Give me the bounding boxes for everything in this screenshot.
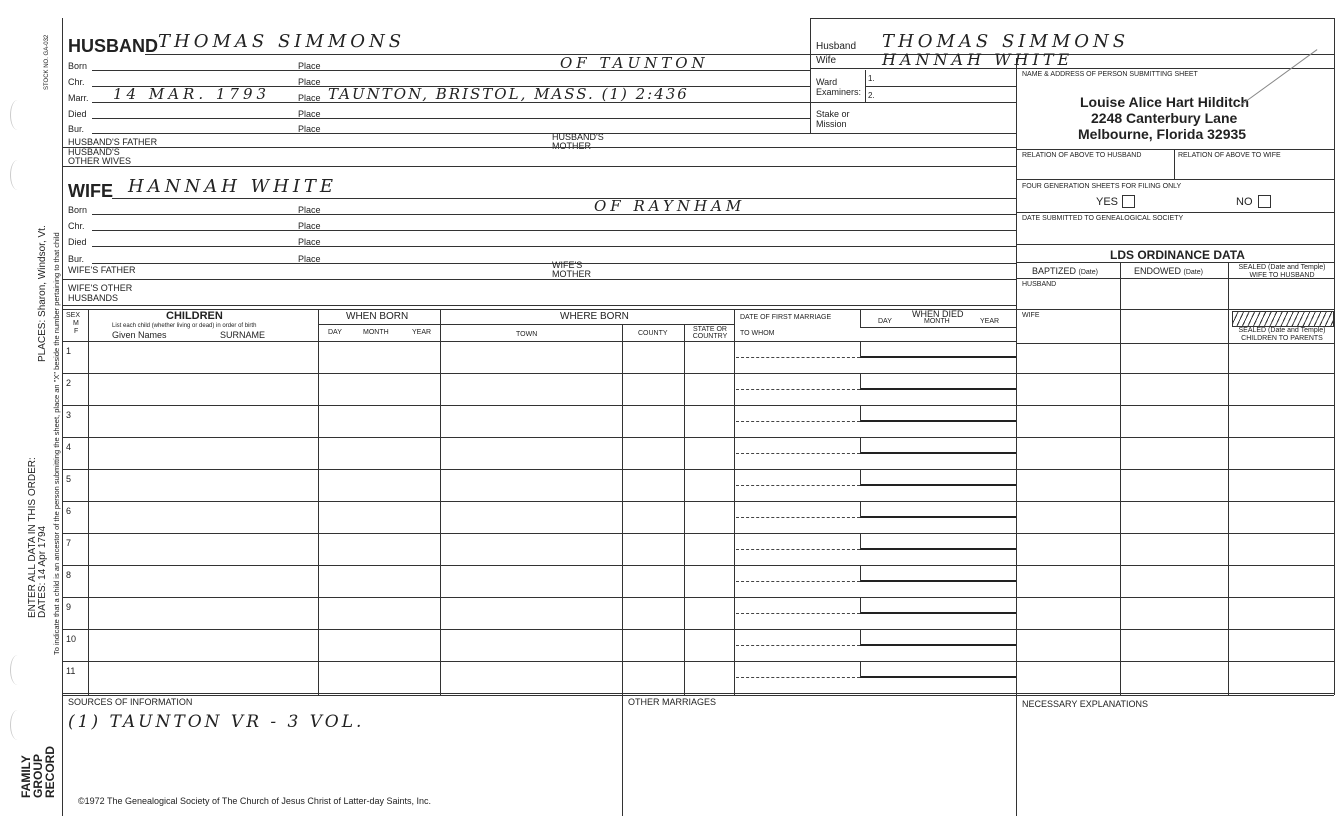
children-surname: SURNAME: [220, 330, 266, 340]
other-marriages-label: OTHER MARRIAGES: [628, 697, 717, 707]
where-born-header: WHERE BORN: [560, 311, 629, 322]
col-sex: [88, 309, 89, 695]
hb-stake-label: Stake or: [816, 109, 850, 119]
no-checkbox[interactable]: [1258, 195, 1271, 208]
lds-sealed-children: SEALED (Date and Temple) CHILDREN TO PARENTS: [1238, 327, 1326, 342]
wife-chr-label: Chr.: [68, 221, 85, 231]
child-died-line: [860, 548, 1016, 550]
lds-row-line: [1016, 565, 1334, 566]
lds-baptized-date: (Date): [1078, 269, 1098, 276]
child-marriage-line: [736, 517, 860, 518]
husband-other-wives-label: HUSBAND'S OTHER WIVES: [68, 147, 132, 166]
hb-wife-value: HANNAH WHITE: [882, 50, 1074, 69]
ancestor-note: To indicate that a child is an ancestor of the person submitting the sheet, place an "X" beside the number pertaining to that child: [52, 232, 61, 655]
lds-hatch: [1232, 311, 1334, 327]
lds-col2: [1228, 262, 1229, 695]
child-row-line: [62, 661, 1016, 662]
yes-label: YES: [1096, 196, 1119, 208]
husband-born-line: [92, 70, 810, 71]
hb-wife-line: [810, 68, 1016, 69]
lds-endowed-date: (Date): [1183, 269, 1203, 276]
child-died-tick: [860, 437, 861, 453]
form-title-line: GROUP: [31, 753, 45, 798]
child-row-line: [62, 629, 1016, 630]
wife-place-label: Place: [298, 254, 321, 264]
wife-place-label: Place: [298, 221, 321, 231]
child-died-tick: [860, 629, 861, 645]
husband-mother-label: HUSBAND'S MOTHER: [552, 132, 604, 151]
husband-place-label: Place: [298, 61, 321, 71]
lds-row-line: [1016, 405, 1334, 406]
husband-parents-line: [62, 147, 1016, 148]
relation-wife-label: RELATION OF ABOVE TO WIFE: [1178, 152, 1281, 159]
lds-title-line: [1016, 262, 1334, 263]
where-born-sub: [440, 324, 734, 325]
child-died-line: [860, 484, 1016, 486]
child-died-line: [860, 356, 1016, 358]
when-died-header: WHEN DIED: [912, 309, 964, 319]
hb-wife-label: Wife: [816, 55, 836, 66]
form-title-line: RECORD: [43, 745, 57, 798]
wife-died-label: Died: [68, 237, 87, 247]
born-county: COUNTY: [638, 330, 668, 337]
child-row-number: 8: [66, 570, 72, 580]
form-title: [20, 746, 56, 798]
child-row-line: [62, 597, 1016, 598]
wife-of-place: OF RAYNHAM: [594, 197, 746, 215]
lds-row-line: [1016, 661, 1334, 662]
husband-name-line: [145, 54, 810, 55]
col-town: [622, 324, 623, 695]
col-state: [734, 309, 735, 695]
wife-place-label: Place: [298, 205, 321, 215]
punch-hole: [10, 100, 25, 130]
died-day: DAY: [878, 318, 892, 325]
child-died-line: [860, 580, 1016, 582]
lds-row-line: [1016, 693, 1334, 694]
hb-mission-label: Mission: [816, 119, 847, 129]
hb-ward-label: Ward: [816, 77, 838, 87]
children-header-bottom: [62, 341, 1016, 342]
died-year: YEAR: [980, 318, 1000, 325]
child-marriage-line: [736, 613, 860, 614]
child-died-tick: [860, 597, 861, 613]
husband-title: HUSBAND: [68, 36, 158, 56]
husband-marr-label: Marr.: [68, 93, 89, 103]
child-died-line: [860, 612, 1016, 614]
child-died-tick: [860, 533, 861, 549]
child-row-line: [62, 693, 1016, 694]
four-gen-bottom: [1016, 212, 1334, 213]
child-died-line: [860, 452, 1016, 454]
child-row-line: [62, 469, 1016, 470]
first-marriage-header: DATE OF FIRST MARRIAGE: [740, 314, 832, 321]
child-died-tick: [860, 373, 861, 389]
form-title-line: FAMILY: [19, 755, 33, 798]
child-row-number: 5: [66, 474, 72, 484]
lds-endowed: [1134, 266, 1203, 278]
child-row-line: [62, 565, 1016, 566]
lds-endowed-text: ENDOWED: [1134, 266, 1181, 276]
lds-wife-line: [1016, 343, 1334, 344]
hb-examiners-label: Examiners:: [816, 87, 862, 97]
wife-bur-label: Bur.: [68, 254, 85, 264]
no-label: NO: [1236, 196, 1253, 208]
child-died-tick: [860, 405, 861, 421]
footer-divider: [622, 695, 623, 816]
wife-name-line: [112, 198, 1016, 199]
left-border: [62, 18, 63, 816]
child-died-line: [860, 516, 1016, 518]
sources-label: SOURCES OF INFORMATION: [68, 697, 193, 707]
wife-other-husbands-line: [62, 305, 1016, 306]
child-row-number: 4: [66, 442, 72, 452]
child-row-number: 11: [66, 666, 76, 676]
child-marriage-line: [736, 357, 860, 358]
when-born-header: WHEN BORN: [346, 311, 409, 322]
lds-row-line: [1016, 629, 1334, 630]
wife-died-line: [92, 246, 1016, 247]
child-row-number: 9: [66, 602, 72, 612]
four-gen-label: FOUR GENERATION SHEETS FOR FILING ONLY: [1022, 183, 1182, 190]
born-state: STATE OR COUNTRY: [692, 326, 728, 340]
wife-place-label: Place: [298, 237, 321, 247]
submitter-city: Melbourne, Florida 32935: [1078, 126, 1247, 142]
husband-marr-date: 14 MAR. 1793: [113, 85, 271, 103]
copyright: ©1972 The Genealogical Society of The Church of Jesus Christ of Latter-day Saints, Inc.: [78, 796, 431, 806]
child-row-line: [62, 437, 1016, 438]
hb-ward-line: [810, 102, 1016, 103]
child-died-tick: [860, 661, 861, 677]
punch-hole: [10, 160, 25, 190]
lds-row-line: [1016, 533, 1334, 534]
lds-row-line: [1016, 501, 1334, 502]
husband-bur-line: [92, 133, 810, 134]
order-note: ENTER ALL DATA IN THIS ORDER:: [27, 457, 38, 618]
child-died-tick: [860, 565, 861, 581]
child-died-tick: [860, 469, 861, 485]
husband-place-label: Place: [298, 93, 321, 103]
child-row-line: [62, 405, 1016, 406]
punch-hole: [10, 710, 25, 740]
relation-divider: [1174, 149, 1175, 179]
child-marriage-line: [736, 645, 860, 646]
wife-mother-label: WIFE'S MOTHER: [552, 260, 591, 279]
hb-ex1: 1.: [868, 74, 875, 83]
children-given: Given Names: [112, 330, 167, 340]
children-sex: SEX: [66, 312, 81, 319]
husband-chr-label: Chr.: [68, 77, 85, 87]
born-year: YEAR: [412, 329, 432, 336]
col-born: [440, 309, 441, 695]
stock-number: STOCK NO. GA-032: [44, 34, 50, 90]
children-instruction: List each child (whether living or dead) in order of birth: [112, 323, 257, 329]
header-box-left: [810, 18, 811, 134]
lds-title: LDS ORDINANCE DATA: [1110, 248, 1245, 262]
date-submitted-bottom: [1016, 244, 1334, 245]
child-died-line: [860, 676, 1016, 678]
lds-row-line: [1016, 469, 1334, 470]
hb-stake-line: [810, 133, 1016, 134]
yes-checkbox[interactable]: [1122, 195, 1135, 208]
submitter-name: Louise Alice Hart Hilditch: [1080, 94, 1250, 110]
lds-row-line: [1016, 437, 1334, 438]
child-died-tick: [860, 501, 861, 517]
child-row-number: 2: [66, 378, 72, 388]
child-marriage-line: [736, 677, 860, 678]
wife-other-husbands-label: WIFE'S OTHER HUSBANDS: [68, 283, 133, 303]
hb-wife-line-right: [1016, 68, 1334, 69]
lds-row-line: [1016, 373, 1334, 374]
lds-wife-label: WIFE: [1022, 312, 1040, 319]
born-day: DAY: [328, 329, 342, 336]
husband-other-wives-line: [62, 166, 1016, 167]
died-month: MONTH: [924, 318, 950, 325]
child-row-number: 1: [66, 346, 72, 356]
child-row-number: 3: [66, 410, 72, 420]
husband-born-label: Born: [68, 61, 88, 71]
husband-died-label: Died: [68, 109, 87, 119]
children-title: CHILDREN: [166, 310, 223, 322]
husband-place-label: Place: [298, 109, 321, 119]
husband-died-line: [92, 118, 810, 119]
children-m: M: [73, 320, 79, 327]
child-marriage-line: [736, 581, 860, 582]
lds-husband-label: HUSBAND: [1022, 281, 1057, 288]
child-died-line: [860, 388, 1016, 390]
husband-name: THOMAS SIMMONS: [158, 31, 406, 52]
child-marriage-line: [736, 389, 860, 390]
wife-born-line: [92, 214, 1016, 215]
wife-name: HANNAH WHITE: [128, 176, 338, 197]
to-whom-header: TO WHOM: [740, 330, 775, 337]
wife-chr-line: [92, 230, 1016, 231]
husband-father-label: HUSBAND'S FATHER: [68, 137, 158, 147]
wife-father-label: WIFE'S FATHER: [68, 265, 136, 275]
child-marriage-line: [736, 485, 860, 486]
lds-baptized-text: BAPTIZED: [1032, 266, 1077, 276]
lds-col1: [1120, 262, 1121, 695]
children-f: F: [74, 328, 79, 335]
child-marriage-line: [736, 549, 860, 550]
top-border: [810, 18, 1334, 19]
child-died-line: [860, 644, 1016, 646]
col-county: [684, 324, 685, 695]
relation-bottom: [1016, 179, 1334, 180]
submitter-street: 2248 Canterbury Lane: [1091, 110, 1238, 126]
dates-note: DATES: 14 Apr 1794: [37, 525, 48, 618]
places-note: PLACES: Sharon, Windsor, Vt.: [37, 225, 48, 362]
hb-husband-value: THOMAS SIMMONS: [882, 31, 1130, 52]
child-marriage-line: [736, 421, 860, 422]
footer-top: [62, 695, 1334, 696]
child-row-line: [62, 373, 1016, 374]
husband-bur-label: Bur.: [68, 124, 85, 134]
born-month: MONTH: [363, 329, 389, 336]
child-row-number: 7: [66, 538, 72, 548]
husband-place-label: Place: [298, 124, 321, 134]
lds-header-line: [1016, 278, 1334, 279]
relation-husband-label: RELATION OF ABOVE TO HUSBAND: [1022, 152, 1142, 159]
col-name: [318, 309, 319, 695]
submitter-strike: [1240, 49, 1317, 106]
child-marriage-line: [736, 453, 860, 454]
date-submitted-label: DATE SUBMITTED TO GENEALOGICAL SOCIETY: [1022, 215, 1184, 222]
lds-row-line: [1016, 597, 1334, 598]
husband-place-label: Place: [298, 77, 321, 87]
submitter-box-bottom: [1016, 149, 1334, 150]
necessary-explanations-label: NECESSARY EXPLANATIONS: [1022, 699, 1149, 709]
husband-of-place: OF TAUNTON: [560, 54, 709, 72]
lds-baptized: [1032, 266, 1098, 278]
child-died-tick: [860, 341, 861, 357]
when-born-sub: [318, 324, 440, 325]
child-row-number: 6: [66, 506, 72, 516]
born-town: TOWN: [516, 331, 538, 338]
submitter-label: NAME & ADDRESS OF PERSON SUBMITTING SHEET: [1022, 71, 1198, 78]
lds-husband-line: [1016, 309, 1334, 310]
child-row-number: 10: [66, 634, 77, 644]
child-row-line: [62, 501, 1016, 502]
wife-born-label: Born: [68, 205, 88, 215]
child-died-line: [860, 420, 1016, 422]
child-row-line: [62, 533, 1016, 534]
hb-husband-label: Husband: [816, 41, 857, 52]
sources-value: (1) TAUNTON VR - 3 VOL.: [68, 712, 365, 732]
hb-ex2: 2.: [868, 91, 875, 100]
wife-parents-line: [62, 279, 1016, 280]
husband-marr-line: [92, 102, 810, 103]
hb-ex-line: [865, 86, 1016, 87]
lds-sealed-wife: SEALED (Date and Temple) WIFE TO HUSBAND: [1238, 264, 1326, 279]
right-border: [1334, 18, 1335, 695]
husband-marr-place: TAUNTON, BRISTOL, MASS. (1) 2:436: [328, 85, 689, 103]
wife-title: WIFE: [68, 181, 113, 201]
punch-hole: [10, 655, 25, 685]
